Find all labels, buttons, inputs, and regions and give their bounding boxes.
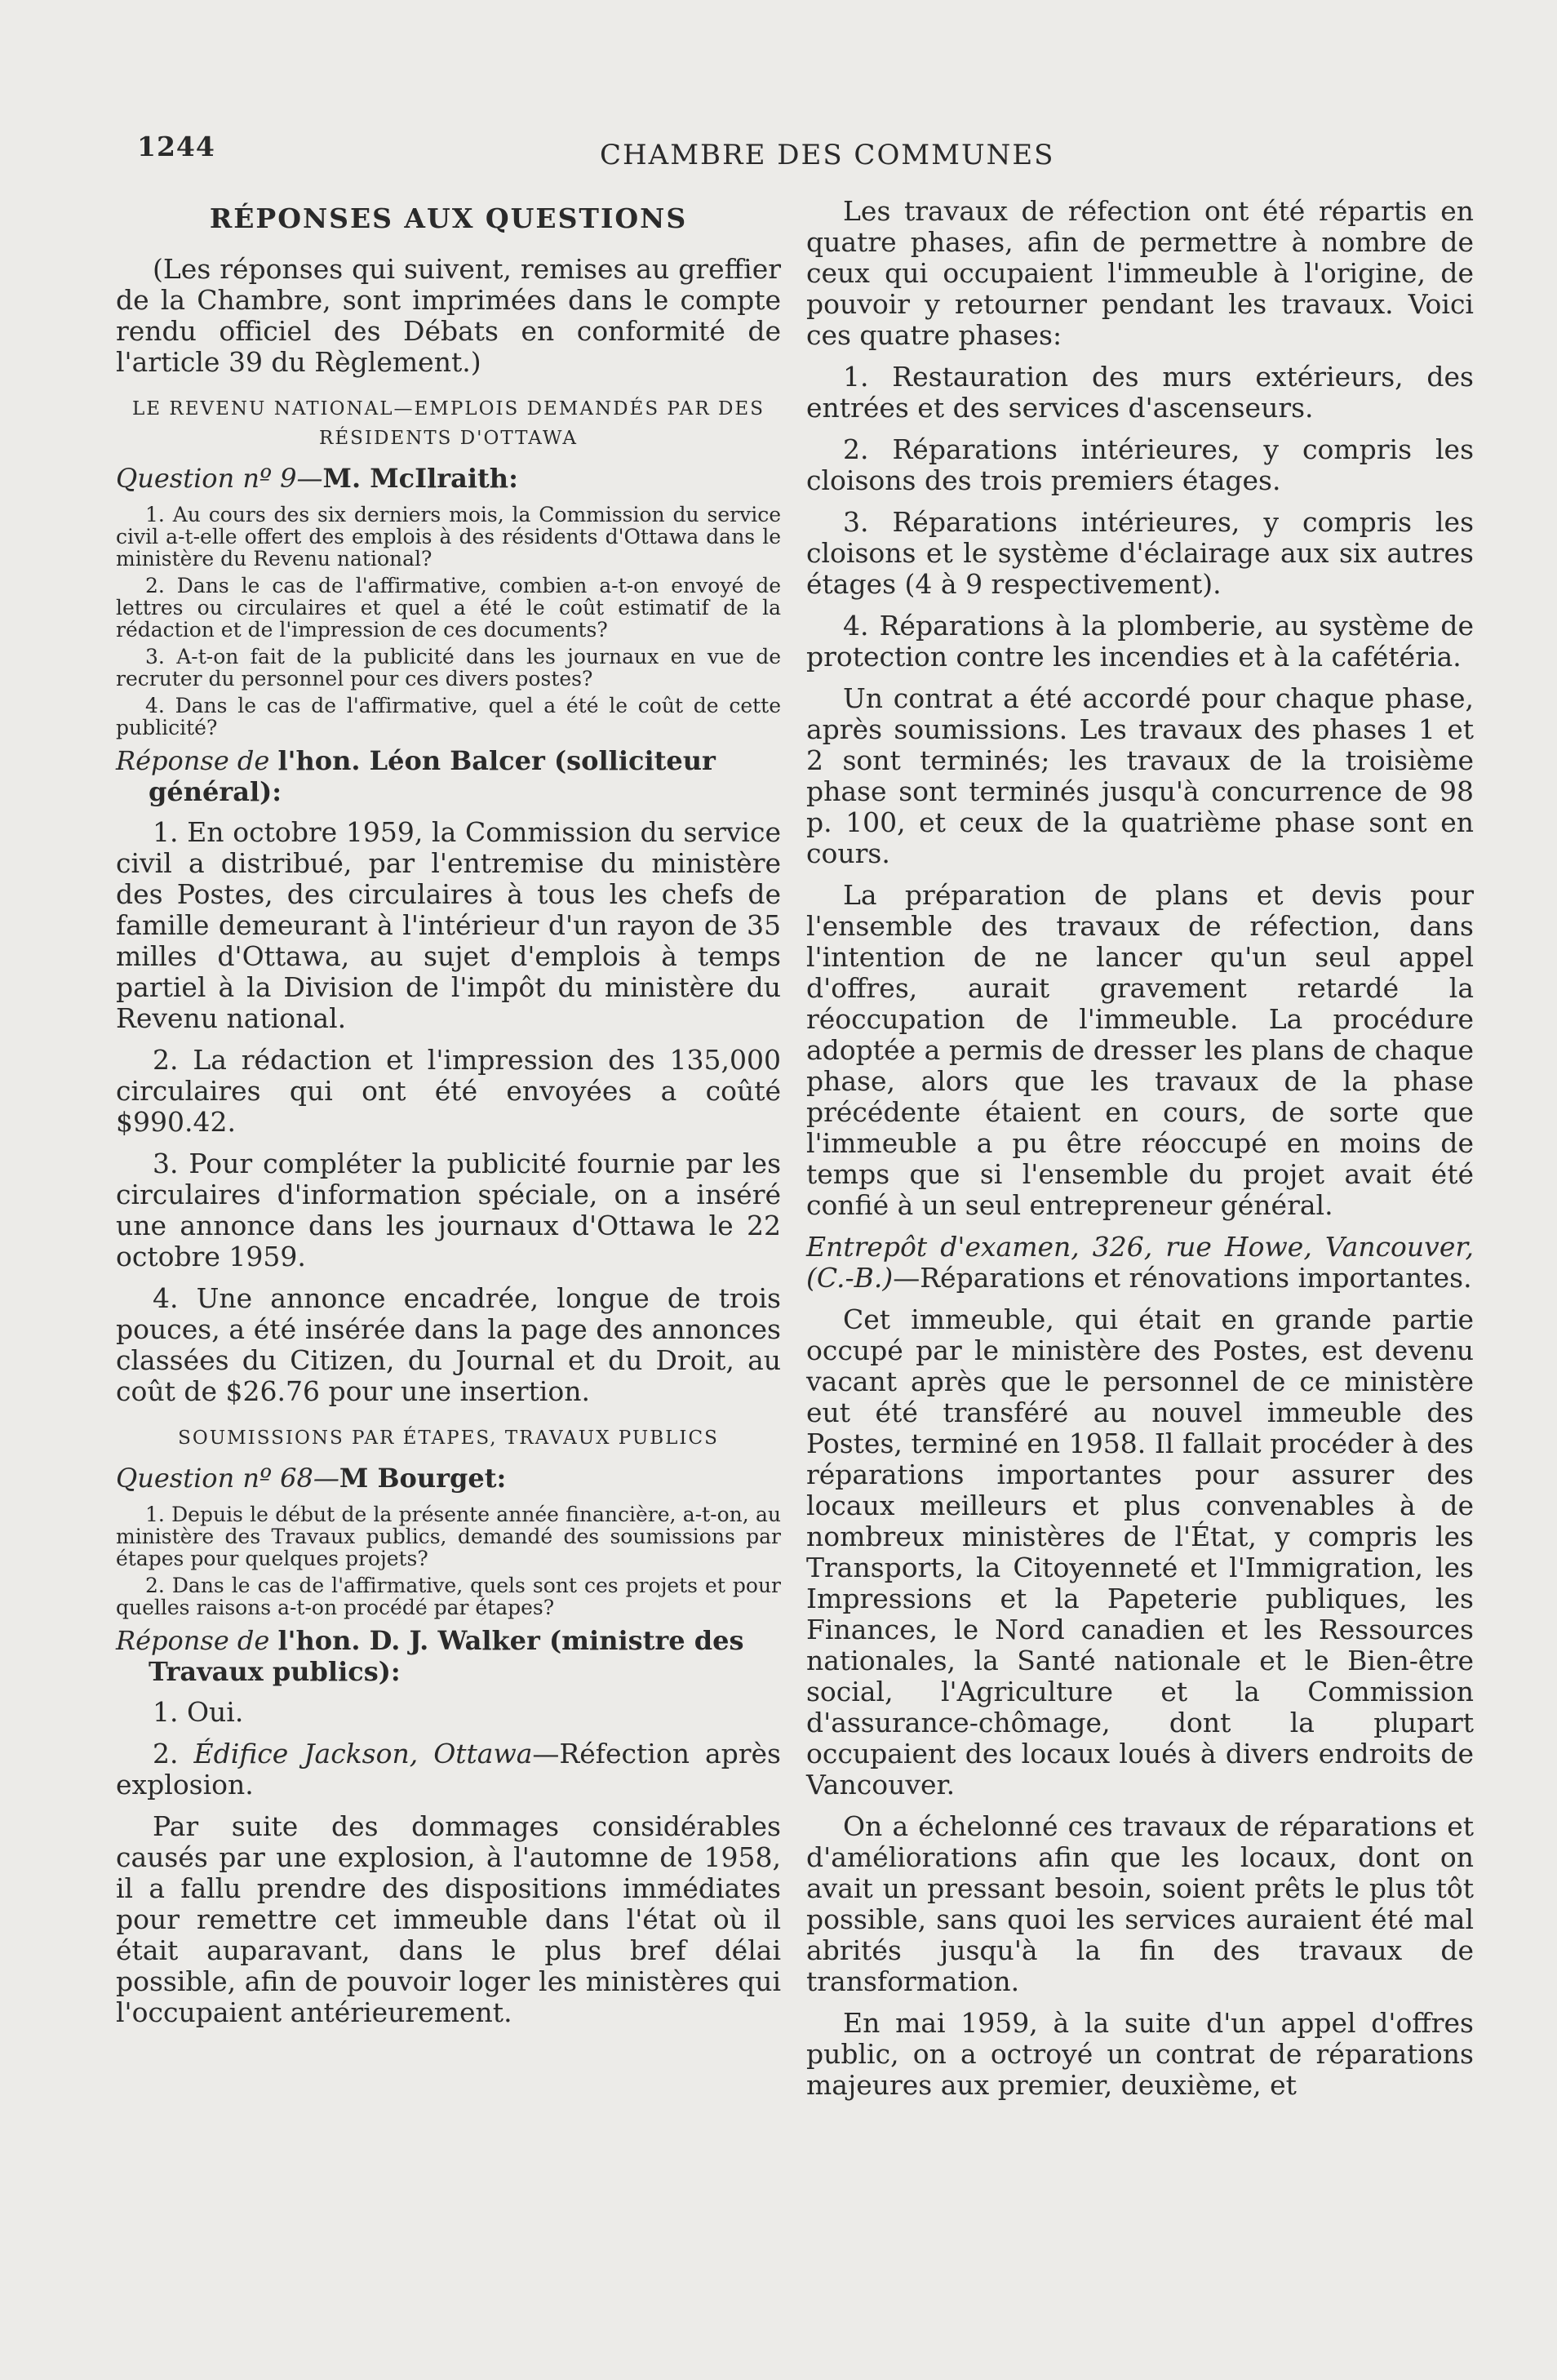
body-paragraph: En mai 1959, à la suite d'un appel d'offres public, on a octroyé un contrat de réparations majeures aux premier, deuxième, et: [806, 2007, 1474, 2101]
question-label: Question nº 9—: [116, 463, 323, 494]
answer-paragraph: Par suite des dommages considérables causés par une explosion, à l'automne de 1958, il a fallu prendre des dispositions immédiates pour remettre cet immeuble dans l'état où il était auparavant, dans le plus bref délai possible, afin de pouvoir loger les ministères qui l'occupaient antérieurement.: [116, 1810, 781, 2028]
question-item: 1. Depuis le début de la présente année financière, a-t-on, au ministère des Travaux publics, demandé des soumissions par étapes pour quelques projets?: [116, 1503, 781, 1570]
intro-paragraph: (Les réponses qui suivent, remises au greffier de la Chambre, sont imprimées dans le compte rendu officiel des Débats en conformité de l'article 39 du Règlement.): [116, 253, 781, 378]
question-label: Question nº 68—: [116, 1463, 339, 1494]
topic-heading-soumissions: SOUMISSIONS PAR ÉTAPES, TRAVAUX PUBLICS: [178, 1428, 719, 1449]
question-member: M. McIlraith:: [322, 463, 518, 494]
reply-label: Réponse de: [116, 1625, 278, 1656]
phase-item: 3. Réparations intérieures, y compris les cloisons et le système d'éclairage aux six autres étages (4 à 9 respectivement).: [806, 506, 1474, 600]
body-paragraph: Un contrat a été accordé pour chaque phase, après soumissions. Les travaux des phases 1 et 2 sont terminés; les travaux de la troisième phase sont terminés jusqu'à concurrence de 98 p. 100, et ceux de la quatrième phase sont en cours.: [806, 682, 1474, 869]
question-item: 4. Dans le cas de l'affirmative, quel a été le coût de cette publicité?: [116, 694, 781, 739]
body-text: —Réparations et rénovations importantes.: [893, 1262, 1472, 1294]
answer-paragraph: 4. Une annonce encadrée, longue de trois pouces, a été insérée dans la page des annonces classées du Citizen, du Journal et du Droit, au coût de $26.76 pour une insertion.: [116, 1282, 781, 1407]
answer-paragraph: 2. La rédaction et l'impression des 135,000 circulaires qui ont été envoyées a coûté $990.42.: [116, 1044, 781, 1138]
phase-item: 4. Réparations à la plomberie, au système de protection contre les incendies et à la cafétéria.: [806, 610, 1474, 673]
question-item: 2. Dans le cas de l'affirmative, combien a-t-on envoyé de lettres ou circulaires et quel a été le coût estimatif de la rédaction et de l'impression de ces documents?: [116, 574, 781, 642]
body-paragraph: Les travaux de réfection ont été répartis en quatre phases, afin de permettre à nombre de ceux qui occupaient l'immeuble à l'origine, de pouvoir y retourner pendant les travaux. Voici ces quatre phases:: [806, 195, 1474, 351]
phase-item: 1. Restauration des murs extérieurs, des entrées et des services d'ascenseurs.: [806, 361, 1474, 424]
body-paragraph: On a échelonné ces travaux de réparations et d'améliorations afin que les locaux, dont on avait un pressant besoin, soient prêts le plus tôt possible, sans quoi les services auraient été mal abrités jusqu'à la fin des travaux de transformation.: [806, 1810, 1474, 1997]
building-name: Entrepôt d'examen, 326, rue Howe, Vancouver, (C.-B.): [806, 1231, 1474, 1294]
question-item: 3. A-t-on fait de la publicité dans les journaux en vue de recruter du personnel pour ces divers postes?: [116, 645, 781, 690]
body-paragraph: [806, 1232, 1474, 1294]
reply-label: Réponse de: [116, 745, 278, 776]
reply-member: l'hon. D. J. Walker (ministre des Travaux publics):: [149, 1625, 744, 1687]
question-item: 1. Au cours des six derniers mois, la Commission du service civil a-t-elle offert des emplois à des résidents d'Ottawa dans le ministère du Revenu national?: [116, 503, 781, 571]
answer-text: —Réfection après explosion.: [116, 1738, 781, 1801]
answer-paragraph: 3. Pour compléter la publicité fournie par les circulaires d'information spéciale, on a inséré une annonce dans les journaux d'Ottawa le 22 octobre 1959.: [116, 1148, 781, 1272]
left-column: [116, 196, 781, 2039]
right-column: [806, 196, 1474, 2111]
question-68-line: [116, 1463, 781, 1494]
page-number: 1244: [137, 131, 215, 162]
section-title: RÉPONSES AUX QUESTIONS: [209, 202, 688, 234]
question-member: M Bourget:: [339, 1463, 507, 1494]
question-item: 2. Dans le cas de l'affirmative, quels sont ces projets et pour quelles raisons a-t-on procédé par étapes?: [116, 1574, 781, 1619]
answer-number: 2.: [153, 1738, 194, 1769]
body-paragraph: La préparation de plans et devis pour l'ensemble des travaux de réfection, dans l'intention de ne lancer qu'un seul appel d'offres, aurait gravement retardé la réoccupation de l'immeuble. La procédure adoptée a permis de dresser les plans de chaque phase, alors que les travaux de la phase précédente étaient en cours, de sorte que l'immeuble a pu être réoccupé en moins de temps que si l'ensemble du projet avait été confié à un seul entrepreneur général.: [806, 879, 1474, 1221]
answer-paragraph: [116, 1738, 781, 1801]
reply-68-line: [116, 1625, 781, 1687]
question-9-line: [116, 463, 781, 494]
answer-paragraph: 1. En octobre 1959, la Commission du service civil a distribué, par l'entremise du ministère des Postes, des circulaires à tous les chefs de famille demeurant à l'intérieur d'un rayon de 35 milles d'Ottawa, au sujet d'emplois à temps partiel à la Division de l'impôt du ministère du Revenu national.: [116, 816, 781, 1034]
answer-paragraph: 1. Oui.: [153, 1696, 244, 1728]
reply-9-line: [116, 745, 781, 807]
running-head: CHAMBRE DES COMMUNES: [600, 139, 1055, 171]
topic-heading-revenu: LE REVENU NATIONAL—EMPLOIS DEMANDÉS PAR DES RÉSIDENTS D'OTTAWA: [132, 398, 765, 449]
reply-member: l'hon. Léon Balcer (solliciteur général):: [149, 745, 716, 807]
building-name: Édifice Jackson, Ottawa: [193, 1738, 533, 1769]
body-paragraph: Cet immeuble, qui était en grande partie occupé par le ministère des Postes, est devenu vacant après que le personnel de ce ministère eut été transféré au nouvel immeuble des Postes, terminé en 1958. Il fallait procéder à des réparations importantes pour assurer des locaux meilleurs et plus convenables à de nombreux ministères de l'État, y compris les Transports, la Citoyenneté et l'Immigration, les Impressions et la Papeterie publiques, les Finances, le Nord canadien et les Ressources nationales, la Santé nationale et le Bien-être social, l'Agriculture et la Commission d'assurance-chômage, dont la plupart occupaient des locaux loués à divers endroits de Vancouver.: [806, 1303, 1474, 1801]
phase-item: 2. Réparations intérieures, y compris les cloisons des trois premiers étages.: [806, 433, 1474, 496]
